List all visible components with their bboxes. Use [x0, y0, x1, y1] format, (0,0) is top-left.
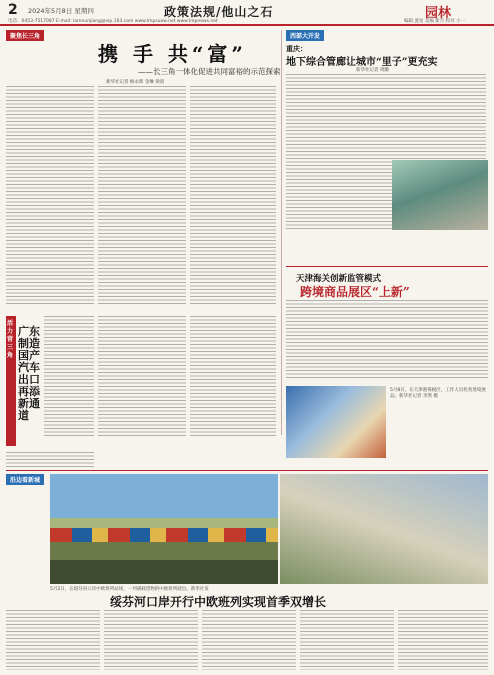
column-divider [281, 30, 282, 435]
train-containers [50, 528, 278, 542]
sidebar-title [18, 326, 40, 422]
article-text-col-5 [190, 316, 276, 436]
pipe-gallery-photo [392, 160, 488, 230]
section-tag-border: 沿边看新城 [6, 474, 44, 485]
bottom-divider [6, 470, 488, 471]
bottom-text-col-5 [398, 610, 488, 670]
newspaper-logo: 园林 [424, 6, 451, 21]
bottom-text-col-3 [202, 610, 296, 670]
expo-photo-caption: 5月8日，在天津港保税区，工作人员检查进境展品。新华社记者 李然 摄 [390, 388, 486, 399]
article-text-col-4 [98, 316, 186, 436]
article-text-col-3 [190, 86, 276, 306]
bottom-text-col-4 [300, 610, 394, 670]
train-photo-caption: 5月2日，在绥芬河口岸中欧班列站场，一列满载货物的中欧班列驶出。新华社发 [50, 587, 209, 592]
article-text-col-2 [98, 86, 186, 306]
sidebar-text-col-1 [44, 316, 94, 436]
bottom-text-col-2 [104, 610, 198, 670]
article-text-col-1 [6, 86, 94, 306]
section-tag-west: 西部大开发 [286, 30, 324, 41]
section-tag-focus: 聚焦长三角 [6, 30, 44, 41]
bottom-text-col-1 [6, 610, 100, 670]
right-divider [286, 266, 488, 267]
page-header [0, 0, 494, 26]
right-lower-headline-2: 跨境商品展区“上新” [300, 285, 410, 299]
issue-date: 2024年5月8日 星期四 [28, 7, 94, 15]
right-region-label: 重庆： [286, 44, 307, 53]
right-byline: 新华社记者 周鹏 [356, 68, 389, 73]
main-headline: 携 手 共“富” [98, 42, 247, 66]
sidebar-title-part-1: 广东制造 [18, 325, 40, 350]
sidebar-text-tail [6, 452, 94, 468]
section-title: 政策法规/他山之石 [164, 5, 274, 19]
sidebar-tag: 活力营三角 [7, 320, 14, 359]
right-headline: 地下综合管廊让城市“里子”更充实 [286, 57, 438, 68]
right-lower-headline-1: 天津海关创新监管模式 [296, 274, 382, 284]
main-byline: 新华社记者 顾永辉 金琳 梁晨 [106, 80, 165, 85]
right-lower-article-text [286, 300, 488, 380]
train-photo-2 [280, 474, 488, 584]
sidebar-title-part-2: 国产汽车出口再添新通道 [18, 349, 40, 422]
expo-photo [286, 386, 386, 458]
page-number: 2 [8, 2, 18, 18]
editor-credits: 编辑 流星 美编 新月 校对 小一 [404, 19, 466, 24]
main-subheadline: ——长三角一体化促进共同富裕的示范探索 [138, 67, 281, 76]
contact-info: 电话：0453-7517087 E-mail: lamnunjiang@vip.163.com www.lmpsuow.net www.lmpnews.net [8, 19, 218, 24]
train-photo [50, 474, 278, 584]
bottom-headline: 绥芬河口岸开行中欧班列实现首季双增长 [110, 595, 327, 609]
